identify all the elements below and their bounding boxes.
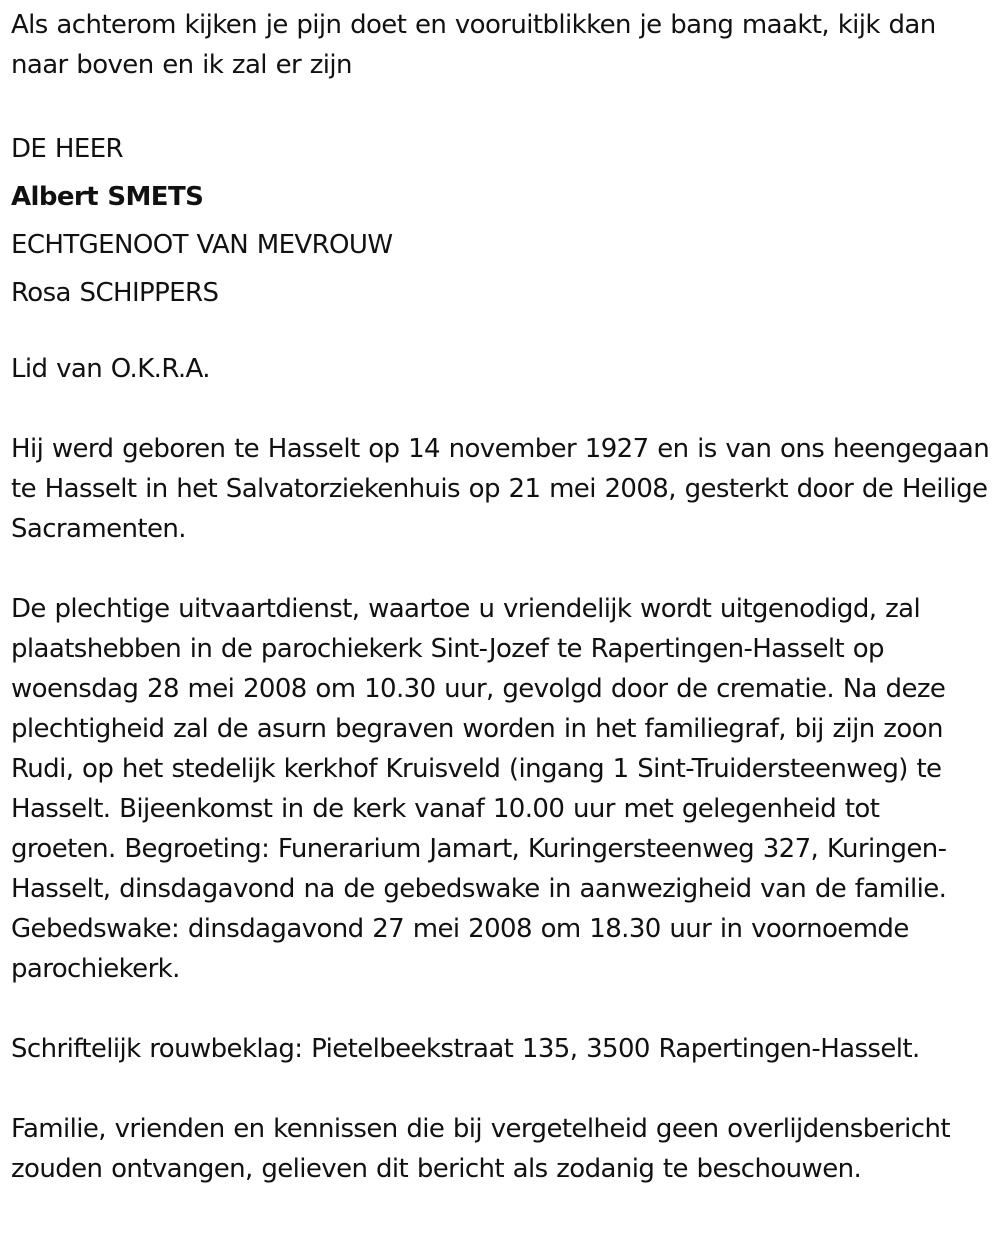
spacer: [11, 85, 991, 125]
spacer: [11, 317, 991, 349]
obituary-notice: [11, 5, 991, 1189]
spouse-name: Rosa SCHIPPERS: [11, 278, 219, 308]
relation-label: ECHTGENOOT VAN MEVROUW: [11, 230, 393, 260]
spacer: [11, 389, 991, 429]
opening-quote: Als achterom kijken je pijn doet en vooruitblikken je bang maakt, kijk dan naar boven en ik zal er zijn: [11, 10, 936, 80]
spacer: [11, 549, 991, 589]
birth-death-paragraph: Hij werd geboren te Hasselt op 14 november 1927 en is van ons heengegaan te Hasselt in het Salvatorziekenhuis op 21 mei 2008, gesterkt door de Heilige Sacramenten.: [11, 434, 990, 544]
deceased-name: Albert SMETS: [11, 182, 204, 212]
funeral-paragraph: De plechtige uitvaartdienst, waartoe u vriendelijk wordt uitgenodigd, zal plaatshebben in de parochiekerk Sint-Jozef te Rapertingen-Hasselt op woensdag 28 mei 2008 om 10.30 uur, gevolgd door de crematie. Na deze plechtigheid zal de asurn begraven worden in het familiegraf, bij zijn zoon Rudi, op het stedelijk kerkhof Kruisveld (ingang 1 Sint-Truidersteenweg) te Hasselt. Bijeenkomst in de kerk vanaf 10.00 uur met gelegenheid tot groeten. Begroeting: Funerarium Jamart, Kuringersteenweg 327, Kuringen-Hasselt, dinsdagavond na de gebedswake in aanwezigheid van de familie. Gebedswake: dinsdagavond 27 mei 2008 om 18.30 uur in voornoemde parochiekerk.: [11, 594, 947, 984]
honorific-title: DE HEER: [11, 134, 123, 164]
condolence-address: Schriftelijk rouwbeklag: Pietelbeekstraat 135, 3500 Rapertingen-Hasselt.: [11, 1034, 920, 1064]
deceased-block: [11, 125, 991, 317]
spacer: [11, 989, 991, 1029]
spacer: [11, 1069, 991, 1109]
closing-paragraph: Familie, vrienden en kennissen die bij vergetelheid geen overlijdensbericht zouden ontvangen, gelieven dit bericht als zodanig te beschouwen.: [11, 1114, 950, 1184]
membership-line: Lid van O.K.R.A.: [11, 354, 210, 384]
